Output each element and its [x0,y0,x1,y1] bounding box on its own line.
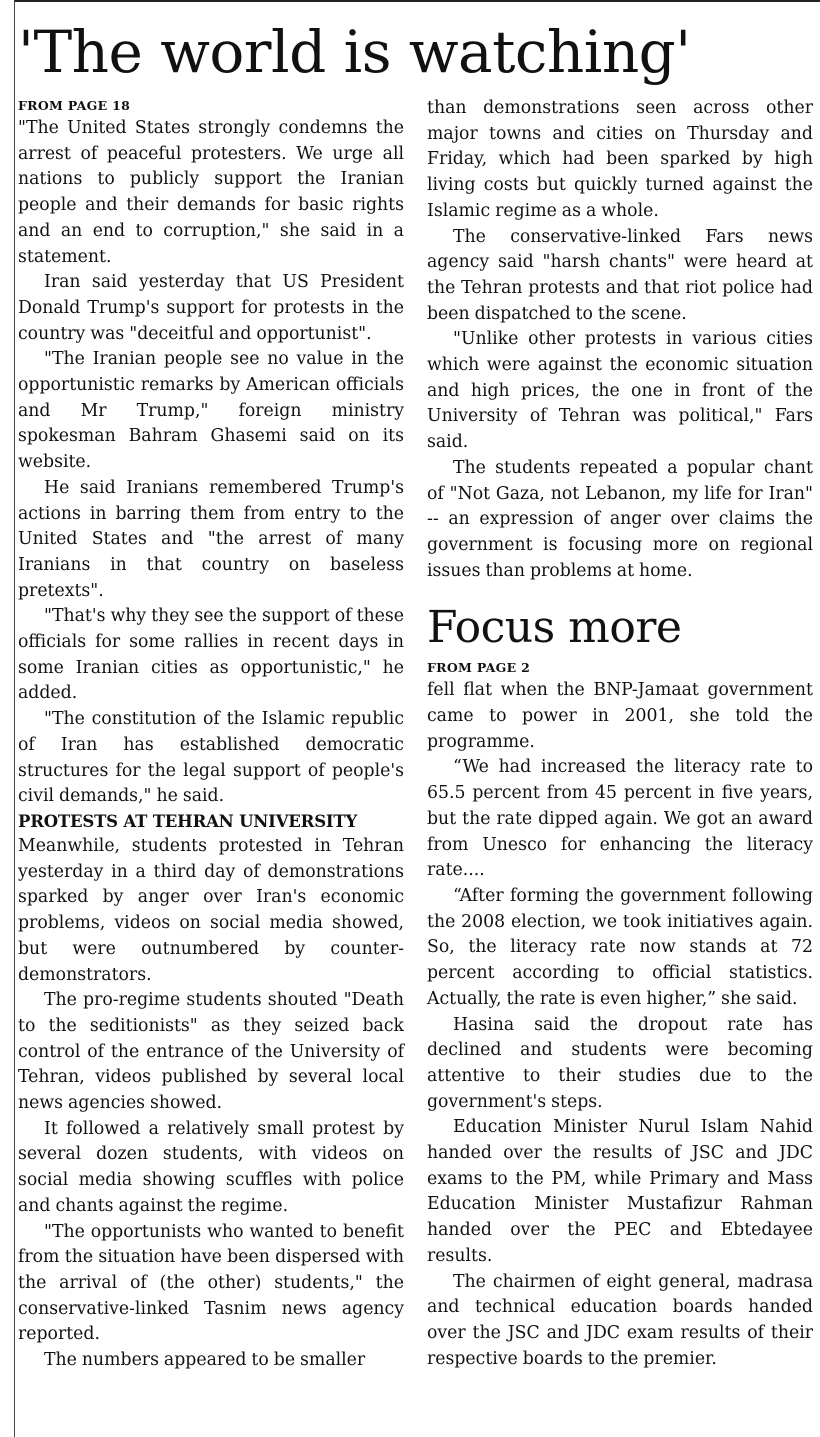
paragraph: "The opportunists who wanted to benefit from the situation have been dispersed with the arrival of (the other) students," the conservative-linked Tasnim news agency reported. [18,1221,404,1345]
paragraph: It followed a relatively small protest by several dozen students, with videos on social media showing scuffles with police and chants against the regime. [18,1118,404,1216]
paragraph: The chairmen of eight general, madrasa and technical education boards handed over the JSC and JDC exam results of their respective boards to the premier. [427,1271,813,1369]
article1-headline: 'The world is watching' [18,18,691,86]
paragraph: "The United States strongly condemns the arrest of peaceful protesters. We urge all nations to publicly support the Iranian people and their demands for basic rights and an end to corruption," she said in a statement. [18,118,404,267]
paragraph: He said Iranians remembered Trump's actions in barring them from entry to the United States and "the arrest of many Iranians in that country on baseless pretexts". [18,477,404,601]
paragraph: "The Iranian people see no value in the opportunistic remarks by American officials and Mr Trump," foreign ministry spokesman Bahram Ghasemi said on its website. [18,349,404,473]
paragraph: Education Minister Nurul Islam Nahid handed over the results of JSC and JDC exams to the PM, while Primary and Mass Education Minister Mustafizur Rahman handed over the PEC and Ebtedayee results. [427,1117,813,1266]
paragraph: "The constitution of the Islamic republic of Iran has established democratic structures for the legal support of people's civil demands," he said. [18,709,404,807]
paragraph: "That's why they see the support of these officials for some rallies in recent days in some Iranian cities as opportunistic," he added. [18,606,404,704]
paragraph: The students repeated a popular chant of "Not Gaza, not Lebanon, my life for Iran" -- an expression of anger over claims the government is focusing more on regional issues than problems at home. [427,457,813,581]
paragraph: "Unlike other protests in various cities which were against the economic situation and high prices, the one in front of the University of Tehran was political," Fars said. [427,329,813,453]
paragraph: Meanwhile, students protested in Tehran yesterday in a third day of demonstrations sparked by anger over Iran's economic problems, videos on social media showed, but were outnumbered by counter-demonstrators. [18,835,404,985]
paragraph: “After forming the government following the 2008 election, we took initiatives again. So, the literacy rate now stands at 72 percent according to official statistics. Actually, the rate is even higher,” she said. [427,885,813,1009]
paragraph: Hasina said the dropout rate has declined and students were becoming attentive to their studies due to the government's steps. [427,1014,813,1112]
paragraph: The pro-regime students shouted "Death to the seditionists" as they seized back control of the entrance of the University of Tehran, videos published by several local news agencies showed. [18,990,404,1114]
article1-subhead: PROTESTS AT TEHRAN UNIVERSITY [18,811,358,831]
top-rule [14,0,820,2]
article1-kicker: FROM PAGE 18 [18,98,131,113]
paragraph: fell flat when the BNP-Jamaat government came to power in 2001, she told the programme. [427,680,813,752]
article2-kicker: FROM PAGE 2 [427,660,531,676]
article1-left-column [18,96,404,1374]
paragraph: Iran said yesterday that US President Donald Trump's support for protests in the country was "deceitful and opportunist". [18,272,404,344]
article2-headline: Focus more [427,602,682,654]
paragraph: “We had increased the literacy rate to 65.5 percent from 45 percent in five years, but the rate dipped again. We got an award from Unesco for enhancing the literacy rate.... [427,757,813,881]
paragraph: The conservative-linked Fars news agency said "harsh chants" were heard at the Tehran protests and that riot police had been dispatched to the scene. [427,226,813,324]
paragraph: than demonstrations seen across other major towns and cities on Thursday and Friday, which had been sparked by high living costs but quickly turned against the Islamic regime as a whole. [427,98,813,221]
right-column [427,96,813,1372]
left-column-rule [14,0,15,1437]
paragraph: The numbers appeared to be smaller [44,1350,366,1371]
